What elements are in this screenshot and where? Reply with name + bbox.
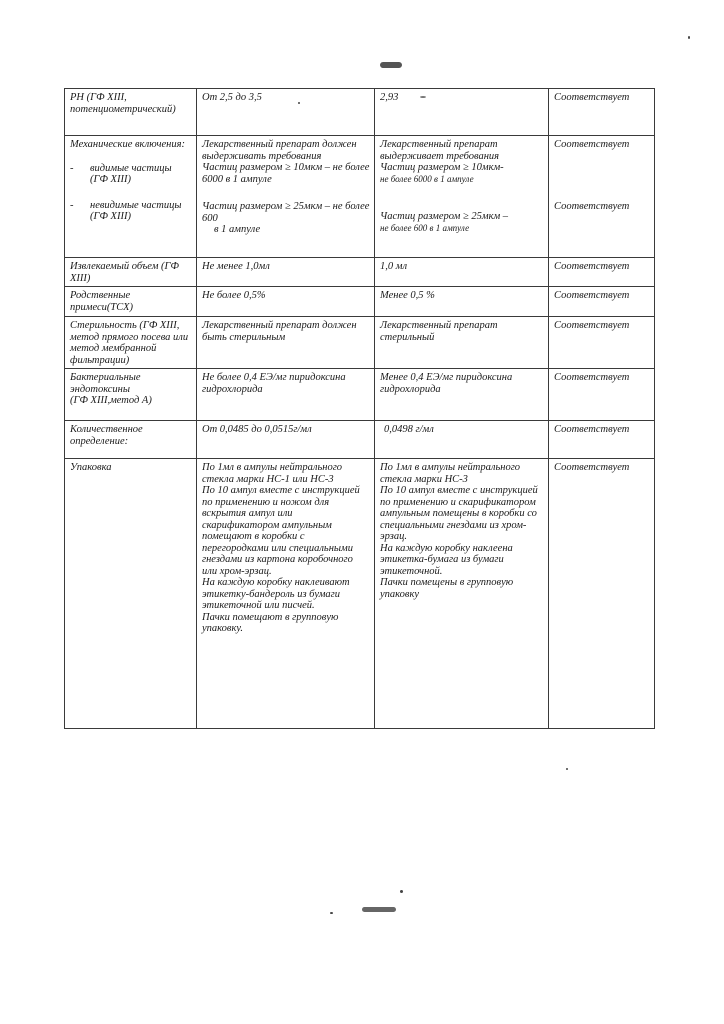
parameter-line: определение: — [70, 435, 129, 447]
result-line: Лекарственный препарат — [380, 320, 498, 331]
scan-dot-bottom-b — [330, 912, 333, 914]
cell-parameter — [65, 287, 197, 317]
conclusion-text: Соответствует — [554, 290, 630, 301]
result-line: На каждую коробку наклеена — [380, 542, 513, 554]
parameter-line: Стерильность (ГФ XIII, — [70, 320, 180, 331]
result-line: По 1мл в ампулы нейтрального — [380, 462, 521, 473]
norm-line: Частиц размером ≥ 10мкм – не более — [202, 162, 370, 173]
norm-line: 600 — [202, 212, 218, 224]
norm-line: перегородками или специальными — [202, 542, 353, 554]
table-row-related-impurities — [65, 287, 655, 317]
conclusion-text: Соответствует — [554, 92, 630, 103]
parameter-line: РН (ГФ XIII, — [70, 92, 127, 103]
cell-norm — [197, 89, 375, 136]
table-row-extractable-volume — [65, 258, 655, 287]
cell-conclusion — [549, 136, 655, 258]
result-line: По 10 ампул вместе с инструкцией — [380, 485, 538, 496]
cell-conclusion — [549, 369, 655, 421]
parameter-line: (ГФ XIII,метод А) — [70, 395, 152, 406]
result-line: стерильный — [380, 331, 435, 343]
table-row-sterility — [65, 317, 655, 369]
table-row-assay — [65, 421, 655, 459]
norm-line: Не более 0,4 ЕЭ/мг пиридоксина — [202, 372, 346, 383]
norm-line: От 2,5 до 3,5 — [202, 92, 262, 103]
parameter-line: метод мембранной — [70, 343, 157, 354]
cell-parameter — [65, 317, 197, 369]
parameter-line: Упаковка — [70, 462, 112, 473]
result-line: по применению и скарификатором — [380, 496, 536, 508]
result-line: 0,0498 г/мл — [384, 424, 434, 435]
parameter-line: фильтрации) — [70, 354, 130, 366]
parameter-line: XIII) — [70, 272, 91, 284]
result-line: этикетка-бумага из бумаги — [380, 554, 504, 565]
norm-line: вскрытия ампул или — [202, 508, 293, 519]
result-line: 2,93 — [380, 92, 399, 103]
result-line: Менее 0,4 ЕЭ/мг пиридоксина — [380, 372, 513, 383]
norm-line: гидрохлорида — [202, 383, 263, 395]
scan-dot-right — [688, 36, 690, 39]
visible-label: видимые частицы — [90, 162, 172, 174]
bullet-dash: - — [70, 199, 74, 211]
cell-conclusion — [549, 89, 655, 136]
norm-line: или хром-эрзац. — [202, 565, 272, 577]
result-line: не более 600 в 1 ампуле — [380, 222, 470, 233]
parameter-line: Бактериальные — [70, 372, 141, 383]
conclusion-text: Соответствует — [554, 139, 630, 150]
result-line: выдерживает требования — [380, 150, 500, 162]
bullet-dash: - — [70, 162, 74, 174]
cell-norm — [197, 136, 375, 258]
result-line: 1,0 мл — [380, 261, 408, 272]
scan-mark-bottom — [362, 907, 396, 912]
result-line: Лекарственный препарат — [380, 139, 498, 150]
cell-conclusion — [549, 287, 655, 317]
cell-result — [375, 89, 549, 136]
parameter-line: эндотоксины — [70, 383, 130, 395]
invisible-label: (ГФ XIII) — [90, 211, 131, 222]
cell-parameter — [65, 369, 197, 421]
cell-result — [375, 287, 549, 317]
norm-line: помещают в коробки с — [202, 531, 305, 542]
invisible-label: невидимые частицы — [90, 199, 182, 211]
result-line: этикеточной. — [380, 565, 443, 577]
result-line: Частиц размером ≥ 25мкм – — [380, 211, 509, 222]
parameter-line: Количественное — [70, 424, 143, 435]
norm-line: Не более 0,5% — [202, 290, 266, 301]
cell-result — [375, 421, 549, 459]
table-row-bacterial-endotoxins — [65, 369, 655, 421]
cell-conclusion — [549, 421, 655, 459]
cell-parameter — [65, 258, 197, 287]
cell-norm — [197, 258, 375, 287]
result-line: гидрохлорида — [380, 383, 441, 395]
cell-result — [375, 369, 549, 421]
visible-particles-item — [70, 163, 192, 186]
norm-line: По 10 ампул вместе с инструкцией — [202, 485, 360, 496]
visible-label: (ГФ XIII) — [90, 174, 131, 185]
norm-line: этикетку-бандероль из бумаги — [202, 588, 341, 600]
norm-line: упаковку. — [202, 623, 244, 634]
conclusion-text: Соответствует — [554, 261, 630, 272]
cell-result — [375, 258, 549, 287]
norm-line: Пачки помещают в групповую — [202, 611, 339, 623]
scan-mark-top — [380, 62, 402, 68]
parameter-line: Родственные — [70, 290, 131, 301]
norm-line: На каждую коробку наклеивают — [202, 577, 350, 588]
scan-dot-bottom-a — [400, 890, 403, 893]
result-line: специальными гнездами из хром- — [380, 519, 527, 531]
norm-line: выдерживать требования — [202, 150, 322, 162]
norm-line: быть стерильным — [202, 331, 286, 343]
conclusion-text: Соответствует — [554, 462, 630, 473]
cell-parameter — [65, 421, 197, 459]
norm-line: по применению и ножом для — [202, 496, 330, 508]
cell-norm — [197, 459, 375, 729]
table-row-mechanical-inclusions — [65, 136, 655, 258]
result-line: упаковку — [380, 588, 420, 600]
cell-norm — [197, 369, 375, 421]
conclusion-text: Соответствует — [554, 424, 630, 435]
parameter-line: потенциометрический) — [70, 103, 176, 115]
table-row-ph — [65, 89, 655, 136]
parameter-line: метод прямого посева или — [70, 331, 189, 343]
norm-line: По 1мл в ампулы нейтрального — [202, 462, 343, 473]
cell-result — [375, 459, 549, 729]
norm-line: этикеточной или писчей. — [202, 600, 315, 611]
result-line: ампульным помещены в коробки со — [380, 508, 537, 519]
result-line: стекла марки НС-3 — [380, 473, 468, 485]
cell-parameter — [65, 136, 197, 258]
table-row-packaging — [65, 459, 655, 729]
norm-line: Не менее 1,0мл — [202, 261, 270, 272]
scan-dot-mid — [566, 768, 568, 770]
norm-line: Лекарственный препарат должен — [202, 139, 357, 150]
norm-line: скарификатором ампульным — [202, 519, 332, 531]
cell-conclusion — [549, 317, 655, 369]
cell-conclusion — [549, 258, 655, 287]
specification-table — [64, 88, 655, 729]
parameter-line: примеси(ТСХ) — [70, 301, 133, 313]
cell-conclusion — [549, 459, 655, 729]
cell-norm — [197, 317, 375, 369]
norm-line: Частиц размером ≥ 25мкм – не более — [202, 201, 370, 212]
conclusion-text: Соответствует — [554, 372, 630, 383]
cell-norm — [197, 421, 375, 459]
norm-line: 6000 в 1 ампуле — [202, 173, 272, 185]
invisible-particles-item — [70, 200, 192, 223]
cell-result — [375, 317, 549, 369]
norm-line: От 0,0485 до 0,0515г/мл — [202, 424, 312, 435]
cell-parameter — [65, 89, 197, 136]
conclusion-text: Соответствует — [554, 200, 630, 212]
result-line: Менее 0,5 % — [380, 290, 435, 301]
result-line: не более 6000 в 1 ампуле — [380, 173, 474, 184]
cell-parameter — [65, 459, 197, 729]
norm-line: гнездами из картона коробочного — [202, 554, 353, 565]
result-line: Пачки помещены в групповую — [380, 577, 514, 588]
cell-result — [375, 136, 549, 258]
parameter-title: Механические включения: — [70, 139, 186, 150]
norm-line: в 1 ампуле — [214, 224, 261, 235]
norm-line: Лекарственный препарат должен — [202, 320, 357, 331]
cell-norm — [197, 287, 375, 317]
result-line: эрзац. — [380, 531, 407, 542]
parameter-line: Извлекаемый объем (ГФ — [70, 261, 179, 272]
conclusion-text: Соответствует — [554, 320, 630, 331]
norm-line: стекла марки НС-1 или НС-3 — [202, 473, 334, 485]
result-line: Частиц размером ≥ 10мкм- — [380, 162, 504, 173]
